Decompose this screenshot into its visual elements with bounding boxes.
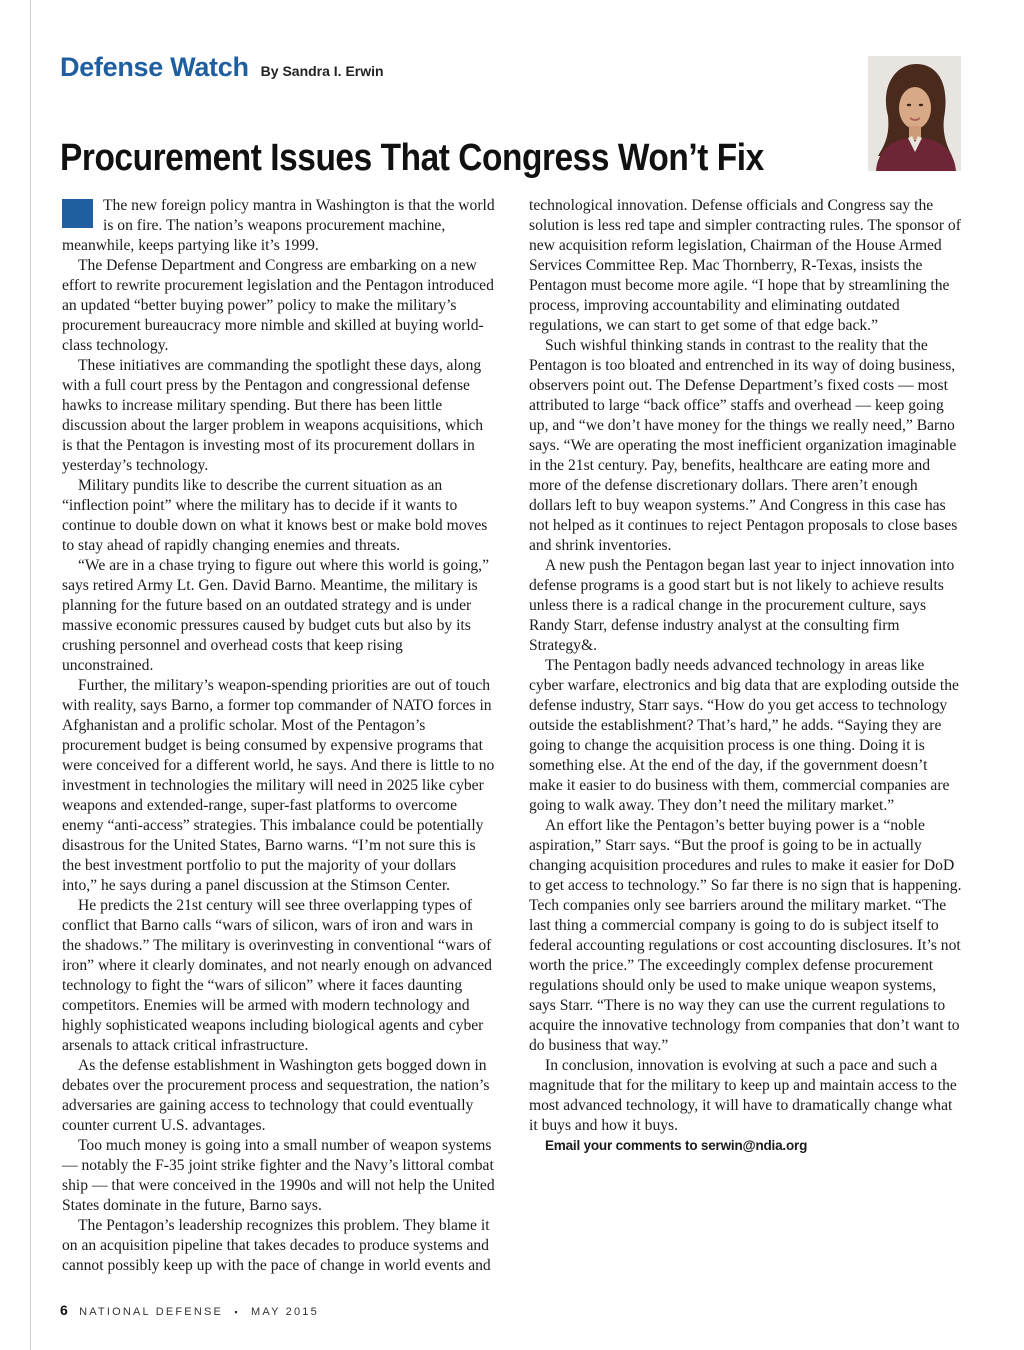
column-header [60, 52, 384, 88]
article-paragraph: A new push the Pentagon began last year to inject innovation into defense programs is a good start but is not likely to achieve results unless there is a radical change in the procurement culture, says Randy Starr, defense industry analyst at the consulting firm Strategy&. [529, 557, 955, 654]
publication-name: NATIONAL DEFENSE [79, 1306, 224, 1318]
article-paragraph: Such wishful thinking stands in contrast to the reality that the Pentagon is too bloated and entrenched in its way of doing business, observers point out. The Defense Department’s fixed costs — most attributed to large “back office” staffs and overhead — keep going up, and “we don’t have money for the things we really need,” Barno says. “We are operating the most inefficient organization imaginable in the 21st century. Pay, benefits, healthcare are eating more and more of the defense discretionary dollars. There aren’t enough dollars left to buy weapon systems.” And Congress in this case has not helped as it continues to reject Pentagon proposals to close bases and shrink inventories. [529, 337, 958, 554]
article-paragraph: The Pentagon badly needs advanced technology in areas like cyber warfare, electronics and big data that are exploding outside the defense industry, Starr says. “How do you get access to technology outside the establishment? That’s hard,” he adds. “Saying they are going to change the acquisition process is one thing. Doing it is something else. At the end of the day, if the government doesn’t make it easier to do business with them, commercial companies are going to walk away. They don’t need the military market.” [529, 657, 959, 814]
page-footer [60, 1302, 319, 1318]
email-comments-line: Email your comments to serwin@ndia.org [545, 1138, 808, 1153]
article-paragraph: He predicts the 21st century will see three overlapping types of conflict that Barno calls “wars of silicon, wars of iron and wars in the shadows.” The military is overinvesting in conventional “wars of iron” where it clearly dominates, and not nearly enough on advanced technology to fight the “wars of silicon” where it faces daunting competitors. Enemies will be armed with modern technology and highly sophisticated weapons including biological agents and cyber arsenals to attack critical infrastructure. [62, 897, 492, 1054]
article-paragraph: An effort like the Pentagon’s better buying power is a “noble aspiration,” Starr says. “But the proof is going to be in actually changing acquisition procedures and rules to make it easier for DoD to get access to technology.” So far there is no sign that is happening. Tech companies only see barriers around the military market. “The last thing a commercial company is going to do is subject itself to federal accounting regulations or cost accounting disclosures. It’s not worth the price.” The exceedingly complex defense procurement regulations should only be used to make unique weapon systems, says Starr. “There is no way they can use the current regulations to acquire the innovative technology from companies that don’t want to do business that way.” [529, 817, 962, 1054]
column-name: Defense Watch [60, 52, 249, 82]
article-paragraph: “We are in a chase trying to figure out where this world is going,” says retired Army Lt. Gen. David Barno. Meantime, the military is planning for the future based on an outdated strategy and is under massive economic pressures caused by budget cuts but also by its crushing personnel and overhead costs that keep rising unconstrained. [62, 557, 489, 674]
author-portrait-image [868, 56, 961, 171]
article-paragraph: In conclusion, innovation is evolving at such a pace and such a magnitude that for the military to keep up and maintain access to the most advanced technology, it will have to dramatically change what it buys and how it buys. [529, 1057, 957, 1134]
article-paragraph: As the defense establishment in Washington gets bogged down in debates over the procurement process and sequestration, the nation’s adversaries are gaining access to technology that could eventually counter current U.S. advantages. [62, 1057, 490, 1134]
footer-separator: ▪ [234, 1307, 240, 1317]
author-photo [868, 56, 961, 171]
headline: Procurement Issues That Congress Won’t Fix [60, 137, 764, 179]
issue-date: MAY 2015 [250, 1306, 319, 1318]
article-body [62, 196, 962, 1276]
article-paragraph: The Defense Department and Congress are embarking on a new effort to rewrite procurement legislation and the Pentagon introduced an updated “better buying power” policy to make the military’s procurement bureaucracy more nimble and skilled at buying world-class technology. [62, 257, 494, 354]
byline: By Sandra I. Erwin [260, 63, 384, 79]
article-paragraph: Too much money is going into a small number of weapon systems — notably the F-35 joint strike fighter and the Navy’s littoral combat ship — that were conceived in the 1990s and will not help the United States dominate in the future, Barno says. [62, 1137, 495, 1214]
page-number: 6 [60, 1302, 68, 1318]
drop-cap-square [62, 199, 93, 228]
article-paragraph: Military pundits like to describe the current situation as an “inflection point” where the military has to decide if it wants to continue to double down on what it knows best or make bold moves to stay ahead of rapidly changing enemies and threats. [62, 477, 488, 554]
article-paragraph: The new foreign policy mantra in Washington is that the world is on fire. The nation’s weapons procurement machine, meanwhile, keeps partying like it’s 1999. [62, 197, 495, 254]
article-paragraph: These initiatives are commanding the spotlight these days, along with a full court press by the Pentagon and congressional defense hawks to increase military spending. But there has been little discussion about the larger problem in weapons acquisitions, which is that the Pentagon is investing most of its procurement dollars in yesterday’s technology. [62, 357, 484, 474]
page-margin-rule [30, 0, 31, 1350]
article-paragraph: Further, the military’s weapon-spending priorities are out of touch with reality, says Barno, a former top commander of NATO forces in Afghanistan and a prolific scholar. Most of the Pentagon’s procurement budget is being consumed by expensive programs that were conceived for a different world, he says. And there is little to no investment in technologies the military will need in 2025 like cyber weapons and extended-range, super-fast platforms to overcome enemy “anti-access” strategies. This imbalance could be potentially disastrous for the United States, Barno warns. “I’m not sure this is the best investment portfolio to put the majority of your dollars into,” he says during a panel discussion at the Stimson Center. [62, 677, 495, 894]
article-paragraph: The Pentagon’s leadership recognizes this problem. They blame it on an acquisition pipeline that takes decades to produce systems and cannot possibly keep up with the pace of change in world events and technological innovation. Defense officials and Congress say the solution is less red tape and simpler contracting rules. The sponsor of new acquisition reform legislation, Chairman of the House Armed Services Committee Rep. Mac Thornberry, R-Texas, insists the Pentagon must become more agile. “I hope that by streamlining the process, improving accountability and eliminating outdated regulations, we can start to get some of that edge back.” [62, 197, 961, 1274]
